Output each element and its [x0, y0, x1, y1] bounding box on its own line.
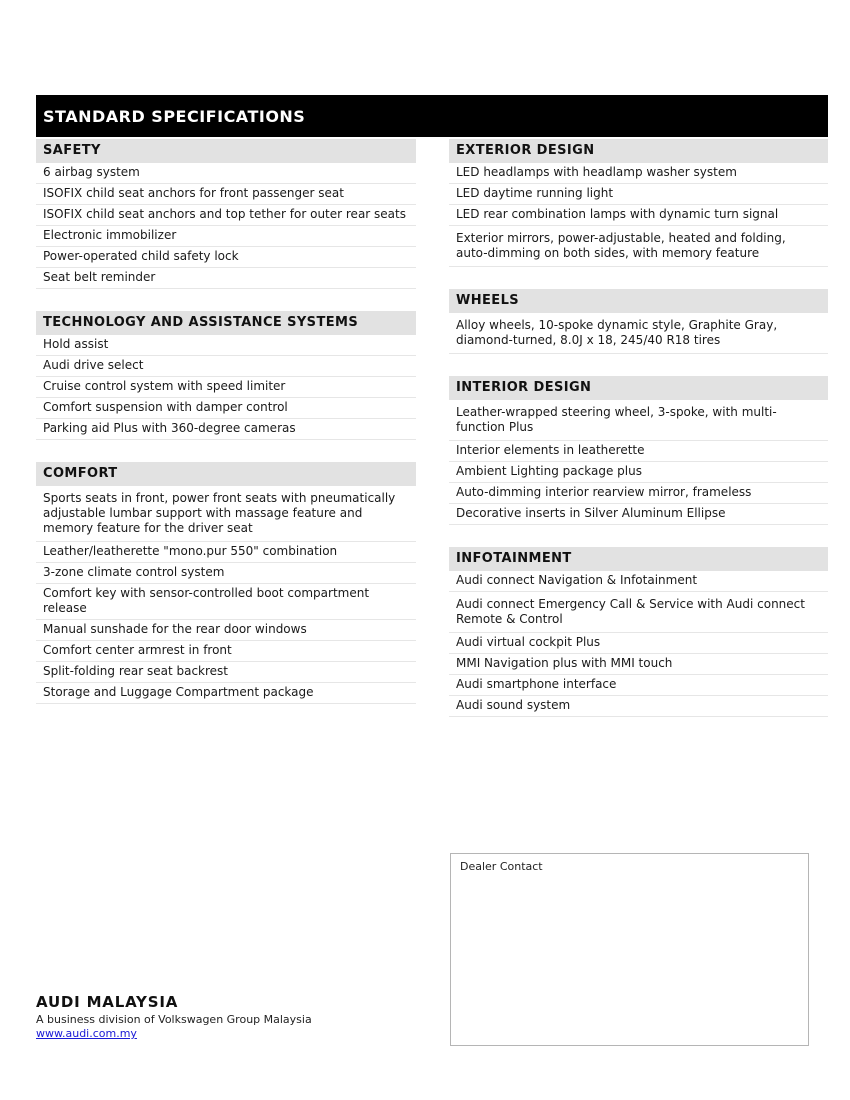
spec-item: Audi drive select — [36, 356, 416, 377]
dealer-contact-label: Dealer Contact — [460, 860, 543, 873]
spec-item: Leather-wrapped steering wheel, 3-spoke, with multi-function Plus — [449, 400, 828, 441]
section-header: TECHNOLOGY AND ASSISTANCE SYSTEMS — [36, 311, 416, 335]
spec-item: 6 airbag system — [36, 163, 416, 184]
spec-item: Audi connect Emergency Call & Service with Audi connect Remote & Control — [449, 592, 828, 633]
section-header: INTERIOR DESIGN — [449, 376, 828, 400]
spec-section-infotainment — [449, 547, 828, 717]
left-column — [36, 139, 416, 726]
spec-item: LED daytime running light — [449, 184, 828, 205]
spec-item: Ambient Lighting package plus — [449, 462, 828, 483]
spec-item: Power-operated child safety lock — [36, 247, 416, 268]
page-title: STANDARD SPECIFICATIONS — [36, 95, 828, 137]
brand-subtitle: A business division of Volkswagen Group Malaysia — [36, 1013, 312, 1026]
spec-item: 3-zone climate control system — [36, 563, 416, 584]
spec-section-comfort — [36, 462, 416, 704]
spec-item: Parking aid Plus with 360-degree cameras — [36, 419, 416, 440]
section-header: SAFETY — [36, 139, 416, 163]
spec-item: Audi sound system — [449, 696, 828, 717]
section-header: WHEELS — [449, 289, 828, 313]
brand-name: AUDI MALAYSIA — [36, 993, 179, 1011]
spec-item: Comfort key with sensor-controlled boot compartment release — [36, 584, 416, 620]
spec-item: ISOFIX child seat anchors and top tether for outer rear seats — [36, 205, 416, 226]
section-header: EXTERIOR DESIGN — [449, 139, 828, 163]
spec-item: Alloy wheels, 10-spoke dynamic style, Graphite Gray, diamond-turned, 8.0J x 18, 245/40 R18 tires — [449, 313, 828, 354]
spec-item: Comfort center armrest in front — [36, 641, 416, 662]
spec-item: Split-folding rear seat backrest — [36, 662, 416, 683]
spec-item: Audi virtual cockpit Plus — [449, 633, 828, 654]
section-header: COMFORT — [36, 462, 416, 486]
spec-section-exterior-design — [449, 139, 828, 267]
spec-item: Comfort suspension with damper control — [36, 398, 416, 419]
website-link[interactable]: www.audi.com.my — [36, 1027, 137, 1040]
spec-item: Seat belt reminder — [36, 268, 416, 289]
spec-item: LED headlamps with headlamp washer system — [449, 163, 828, 184]
spec-item: Leather/leatherette "mono.pur 550" combination — [36, 542, 416, 563]
spec-item: Manual sunshade for the rear door windows — [36, 620, 416, 641]
section-header: INFOTAINMENT — [449, 547, 828, 571]
spec-item: Audi smartphone interface — [449, 675, 828, 696]
spec-section-interior-design — [449, 376, 828, 525]
spec-item: Cruise control system with speed limiter — [36, 377, 416, 398]
spec-item: ISOFIX child seat anchors for front passenger seat — [36, 184, 416, 205]
spec-item: MMI Navigation plus with MMI touch — [449, 654, 828, 675]
dealer-contact-box — [450, 853, 809, 1046]
spec-item: LED rear combination lamps with dynamic turn signal — [449, 205, 828, 226]
spec-item: Auto-dimming interior rearview mirror, frameless — [449, 483, 828, 504]
spec-section-technology-and-assistance-systems — [36, 311, 416, 440]
right-column — [449, 139, 828, 739]
brand-footer — [36, 993, 312, 1040]
spec-item: Storage and Luggage Compartment package — [36, 683, 416, 704]
spec-item: Electronic immobilizer — [36, 226, 416, 247]
spec-item: Decorative inserts in Silver Aluminum Ellipse — [449, 504, 828, 525]
spec-item: Hold assist — [36, 335, 416, 356]
spec-section-safety — [36, 139, 416, 289]
spec-item: Exterior mirrors, power-adjustable, heated and folding, auto-dimming on both sides, with memory feature — [449, 226, 828, 267]
spec-item: Sports seats in front, power front seats with pneumatically adjustable lumbar support with massage feature and memory feature for the driver seat — [36, 486, 416, 542]
spec-section-wheels — [449, 289, 828, 354]
spec-item: Audi connect Navigation & Infotainment — [449, 571, 828, 592]
spec-item: Interior elements in leatherette — [449, 441, 828, 462]
